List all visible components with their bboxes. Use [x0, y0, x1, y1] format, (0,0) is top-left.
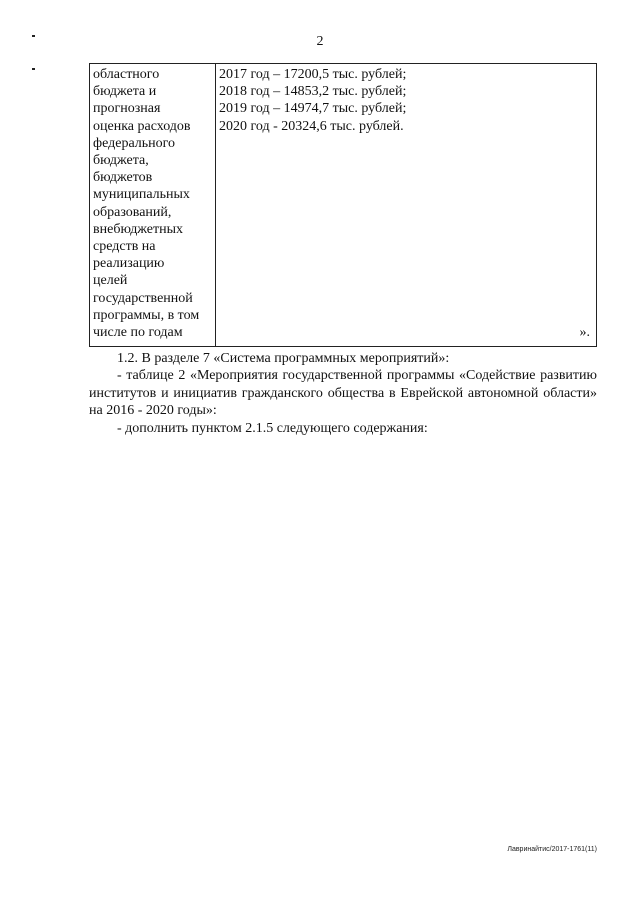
label-line: программы, в том — [93, 307, 200, 323]
table-values-cell — [216, 64, 597, 347]
label-line: средств на — [93, 239, 156, 255]
paragraph: 1.2. В разделе 7 «Система программных мероприятий»: — [117, 351, 450, 366]
closing-quote: ». — [579, 324, 590, 340]
footer-reference: Лавринайтис/2017-1761(11) — [507, 846, 597, 853]
label-line: областного — [93, 67, 160, 82]
label-line: бюджета, — [93, 153, 149, 169]
funding-year-line: 2020 год - 20324,6 тыс. рублей. — [219, 118, 404, 134]
label-line: государственной — [93, 290, 193, 306]
funding-year-line: 2017 год – 17200,5 тыс. рублей; — [219, 67, 407, 82]
funding-table — [89, 63, 597, 347]
funding-year-line: 2019 год – 14974,7 тыс. рублей; — [219, 101, 407, 117]
label-line: внебюджетных — [93, 221, 184, 237]
label-line: целей — [93, 273, 128, 289]
page-number: 2 — [316, 34, 324, 49]
label-line: федерального — [93, 135, 176, 151]
label-line: образований, — [93, 204, 172, 220]
label-line: муниципальных — [93, 187, 190, 203]
funding-year-line: 2018 год – 14853,2 тыс. рублей; — [219, 84, 407, 100]
margin-mark — [32, 35, 35, 37]
label-line: бюджета и — [93, 84, 157, 100]
paragraph: - таблице 2 «Мероприятия государственной программы «Содействие развитию институтов и инициатив гражданского общества в Еврейской автономной области» на 2016 - 2020 годы»: — [89, 368, 597, 419]
label-line: бюджетов — [93, 170, 153, 186]
body-text — [89, 350, 597, 437]
margin-mark — [32, 68, 35, 70]
label-line: оценка расходов — [93, 118, 191, 134]
table-row — [90, 64, 597, 347]
label-line: реализацию — [93, 256, 165, 272]
table-label-cell — [90, 64, 216, 347]
label-line: прогнозная — [93, 101, 161, 117]
label-line: числе по годам — [93, 325, 183, 341]
paragraph: - дополнить пунктом 2.1.5 следующего содержания: — [117, 420, 428, 436]
